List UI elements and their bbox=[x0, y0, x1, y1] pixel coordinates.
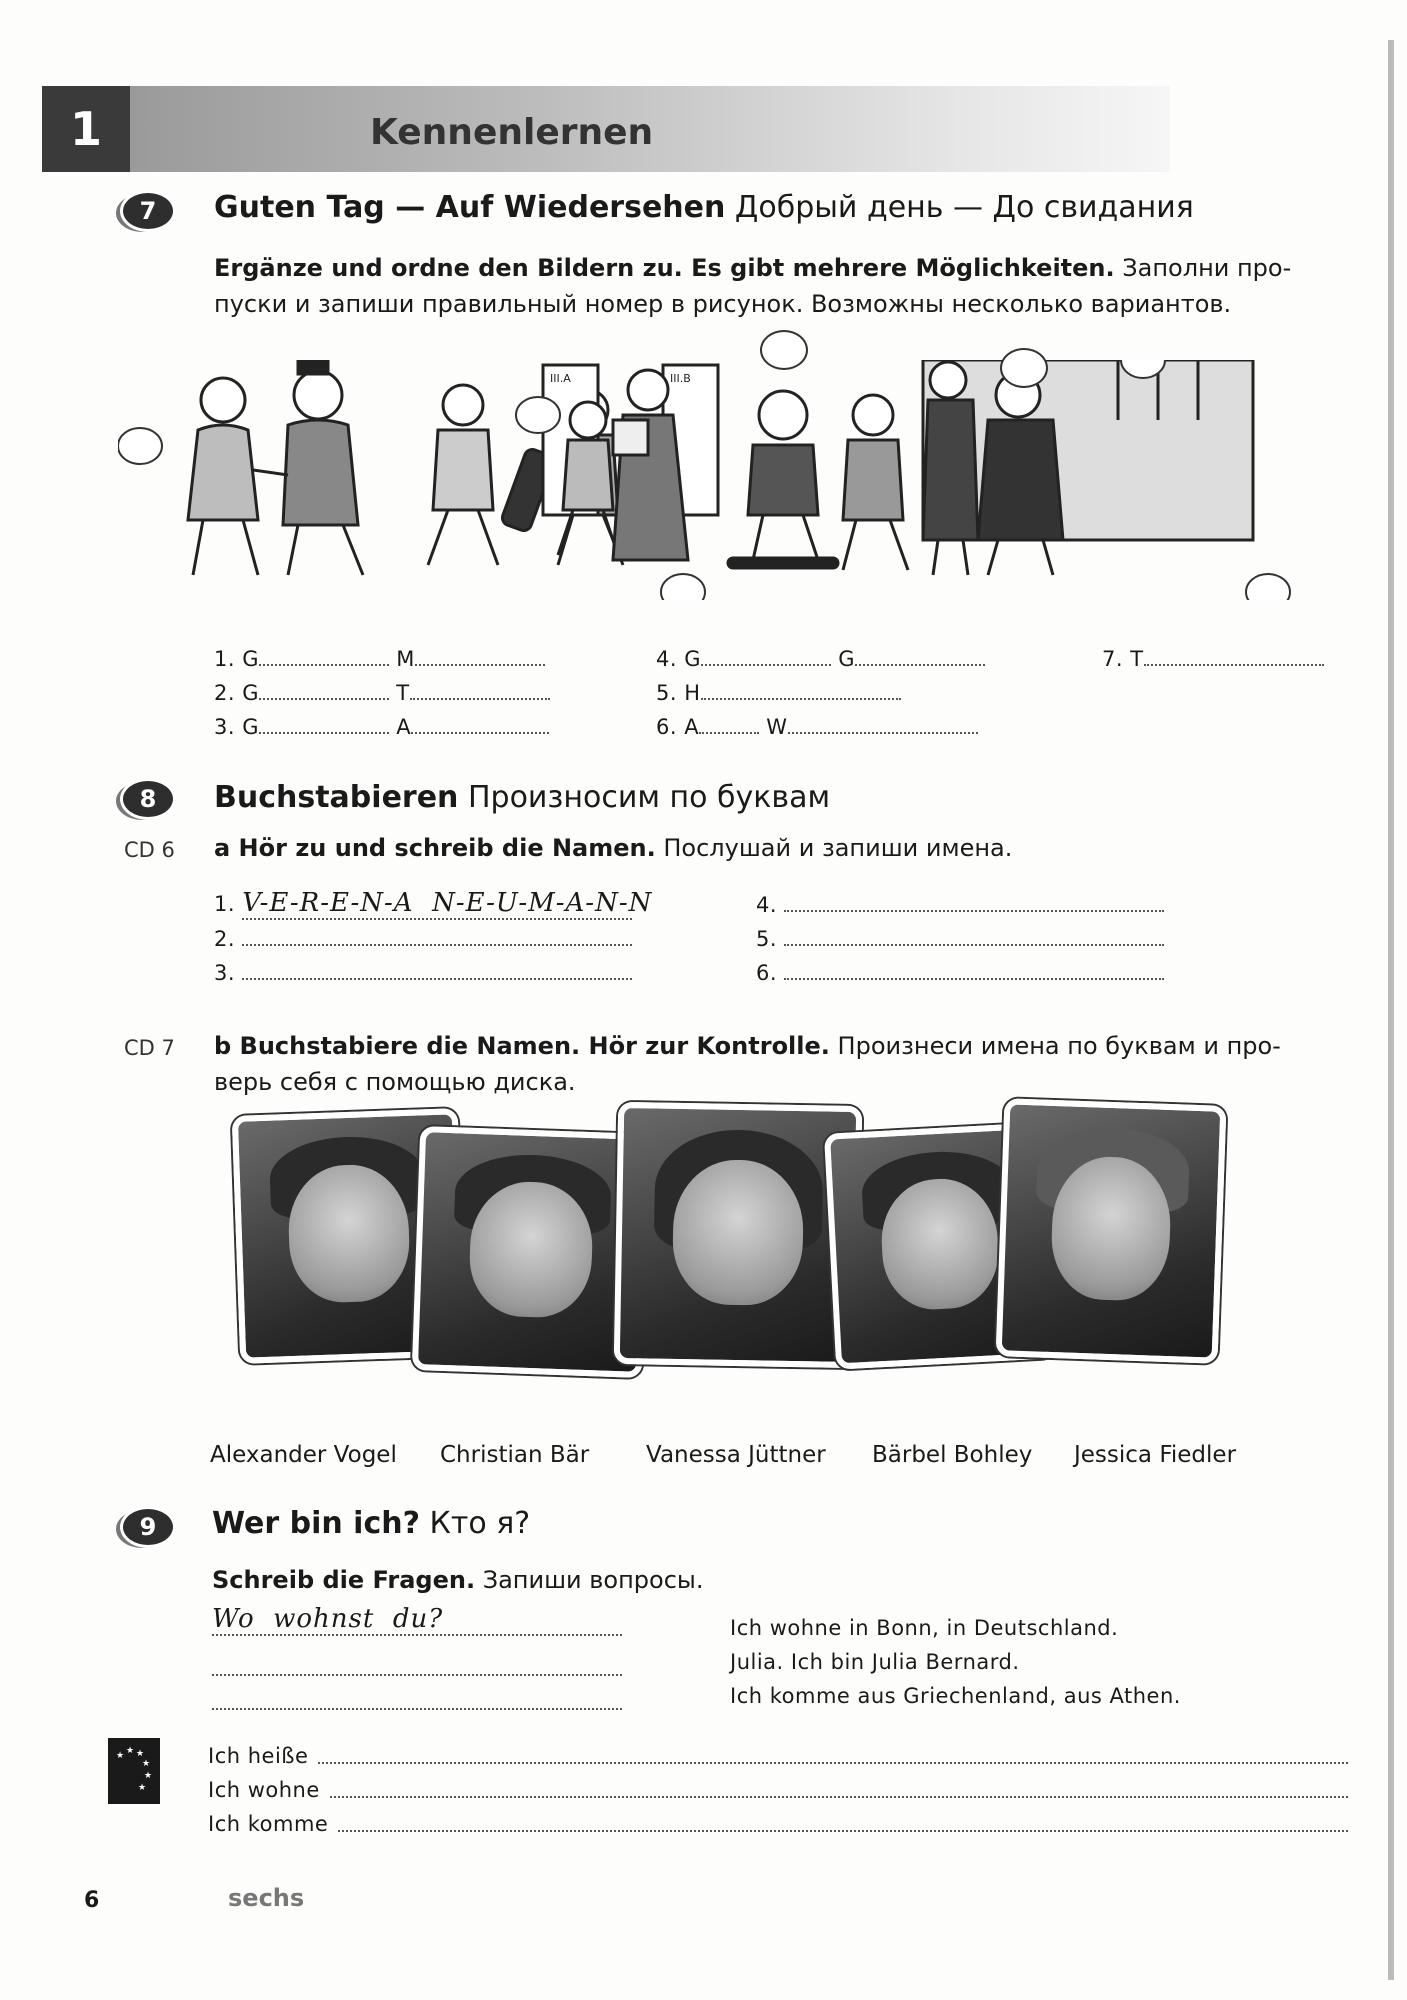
ex8-title-de: Buchstabieren bbox=[214, 780, 459, 815]
exercise-badge-9: 9 bbox=[120, 1506, 176, 1548]
ex7-item-3: 3. G A bbox=[214, 714, 549, 739]
svg-text:★: ★ bbox=[138, 1783, 147, 1793]
fill-blank[interactable] bbox=[259, 714, 389, 734]
page-number-word: sechs bbox=[228, 1884, 305, 1912]
exercise-badge-8: 8 bbox=[120, 778, 176, 820]
eu-flag-icon bbox=[108, 1738, 160, 1804]
fill-blank[interactable] bbox=[330, 1778, 1348, 1798]
fill-blank[interactable] bbox=[855, 646, 985, 666]
ex8-answer-1: 1. V-E-R-E-N-A N-E-U-M-A-N-N bbox=[214, 888, 653, 918]
ex9-question-3[interactable] bbox=[212, 1708, 622, 1710]
ex9-title: Wer bin ich? Кто я? bbox=[212, 1506, 531, 1541]
scene-skateboarders bbox=[728, 391, 908, 570]
svg-text:★: ★ bbox=[126, 1746, 135, 1756]
ex7-title-de: Guten Tag — Auf Wiedersehen bbox=[214, 190, 726, 225]
svg-text:★: ★ bbox=[142, 1759, 151, 1769]
svg-text:★: ★ bbox=[136, 1749, 145, 1759]
answer-handwritten[interactable]: V-E-R-E-N-A N-E-U-M-A-N-N bbox=[242, 888, 653, 918]
name-label-5: Jessica Fiedler bbox=[1074, 1442, 1237, 1468]
fill-blank[interactable] bbox=[411, 714, 549, 734]
ex7-item-6: 6. A W bbox=[656, 714, 978, 739]
name-label-2: Christian Bär bbox=[440, 1442, 590, 1468]
answer-bubble-4-page[interactable] bbox=[1000, 348, 1048, 388]
scene-theatre-handshake bbox=[923, 360, 1253, 575]
ex7-item-4: 4. G G bbox=[656, 646, 985, 671]
exercise-badge-7: 7 bbox=[120, 190, 176, 232]
ex7-item-1: 1. G M bbox=[214, 646, 545, 671]
door-sign-b: III.B bbox=[670, 372, 691, 385]
ex9-answer-1: Ich wohne in Bonn, in Deutschland. bbox=[730, 1616, 1119, 1640]
fill-blank[interactable] bbox=[259, 680, 389, 700]
ex9-answer-3: Ich komme aus Griechenland, aus Athen. bbox=[730, 1684, 1181, 1708]
answer-bubble-2 bbox=[516, 397, 560, 433]
name-label-3: Vanessa Jüttner bbox=[646, 1442, 826, 1468]
fill-blank[interactable] bbox=[701, 646, 831, 666]
answer-bubble-1 bbox=[118, 428, 162, 464]
page-edge bbox=[1388, 40, 1394, 1980]
svg-text:★: ★ bbox=[116, 1751, 125, 1761]
ex8-answer-3: 3. bbox=[214, 960, 632, 985]
page-number: 6 bbox=[84, 1888, 100, 1913]
fill-blank[interactable] bbox=[784, 892, 1164, 912]
ex7-instruction bbox=[214, 250, 1354, 322]
chapter-number: 1 bbox=[42, 86, 130, 172]
scene-handshake bbox=[188, 360, 363, 575]
self-line-2: Ich wohne bbox=[208, 1778, 1348, 1802]
fill-blank[interactable] bbox=[1144, 646, 1324, 666]
answer-bubble-6 bbox=[1246, 574, 1290, 600]
fill-blank[interactable] bbox=[242, 960, 632, 980]
answer-bubble-3-page[interactable] bbox=[760, 330, 808, 370]
ex8a-instruction: a Hör zu und schreib die Namen. Послушай и запиши имена. bbox=[214, 834, 1013, 862]
ex8-title-ru: Произносим по буквам bbox=[467, 780, 831, 815]
ex8b-instruction: b Buchstabiere die Namen. Hör zur Kontrolle. Произнеси имена по буквам и про- верь себя с помощью диска. bbox=[214, 1032, 1281, 1096]
photo-jessica-fiedler bbox=[996, 1098, 1227, 1364]
fill-blank[interactable] bbox=[699, 714, 759, 734]
fill-blank[interactable] bbox=[338, 1812, 1348, 1832]
fill-blank[interactable] bbox=[415, 646, 545, 666]
door-sign-a: III.A bbox=[550, 372, 571, 385]
self-line-3: Ich komme bbox=[208, 1812, 1348, 1836]
ex7-title-ru: Добрый день — До свидания bbox=[734, 190, 1194, 225]
answer-bubble-5 bbox=[661, 574, 705, 600]
fill-blank[interactable] bbox=[259, 646, 389, 666]
ex9-instruction: Schreib die Fragen. Запиши вопросы. bbox=[212, 1566, 704, 1594]
ex7-title bbox=[214, 190, 1194, 225]
ex7-item-5: 5. H bbox=[656, 680, 901, 705]
fill-blank[interactable] bbox=[784, 960, 1164, 980]
ex9-question-2[interactable] bbox=[212, 1674, 622, 1676]
name-label-4: Bärbel Bohley bbox=[872, 1442, 1033, 1468]
ex9-question-1[interactable] bbox=[212, 1604, 622, 1636]
ex7-item-7: 7. T bbox=[1102, 646, 1324, 671]
chapter-title: Kennenlernen bbox=[370, 112, 654, 153]
fill-blank[interactable] bbox=[788, 714, 978, 734]
ex7-instr-ru-1: Заполни про- bbox=[1122, 254, 1292, 282]
self-line-1: Ich heiße bbox=[208, 1744, 1348, 1768]
fill-blank[interactable] bbox=[318, 1744, 1348, 1764]
ex8-answer-6: 6. bbox=[756, 960, 1164, 985]
cd-track-6: CD 6 bbox=[124, 838, 175, 862]
ex7-instr-de: Ergänze und ordne den Bildern zu. Es gibt mehrere Möglichkeiten. bbox=[214, 254, 1115, 282]
svg-text:★: ★ bbox=[144, 1771, 153, 1781]
ex8-answer-4: 4. bbox=[756, 892, 1164, 917]
question-handwritten: Wo wohnst du? bbox=[212, 1604, 444, 1634]
name-label-1: Alexander Vogel bbox=[210, 1442, 397, 1468]
ex9-answer-2: Julia. Ich bin Julia Bernard. bbox=[730, 1650, 1020, 1674]
ex7-item-2: 2. G T bbox=[214, 680, 550, 705]
cd-track-7: CD 7 bbox=[124, 1036, 175, 1060]
ex8-answer-5: 5. bbox=[756, 926, 1164, 951]
ex8-title bbox=[214, 780, 830, 815]
fill-blank[interactable] bbox=[701, 680, 901, 700]
ex7-instr-ru-2: пуски и запиши правильный номер в рисунок. Возможны несколько вариантов. bbox=[214, 290, 1232, 318]
ex8-answer-2: 2. bbox=[214, 926, 632, 951]
greeting-cartoon bbox=[118, 360, 1348, 600]
fill-blank[interactable] bbox=[784, 926, 1164, 946]
fill-blank[interactable] bbox=[242, 926, 632, 946]
fill-blank[interactable] bbox=[410, 680, 550, 700]
